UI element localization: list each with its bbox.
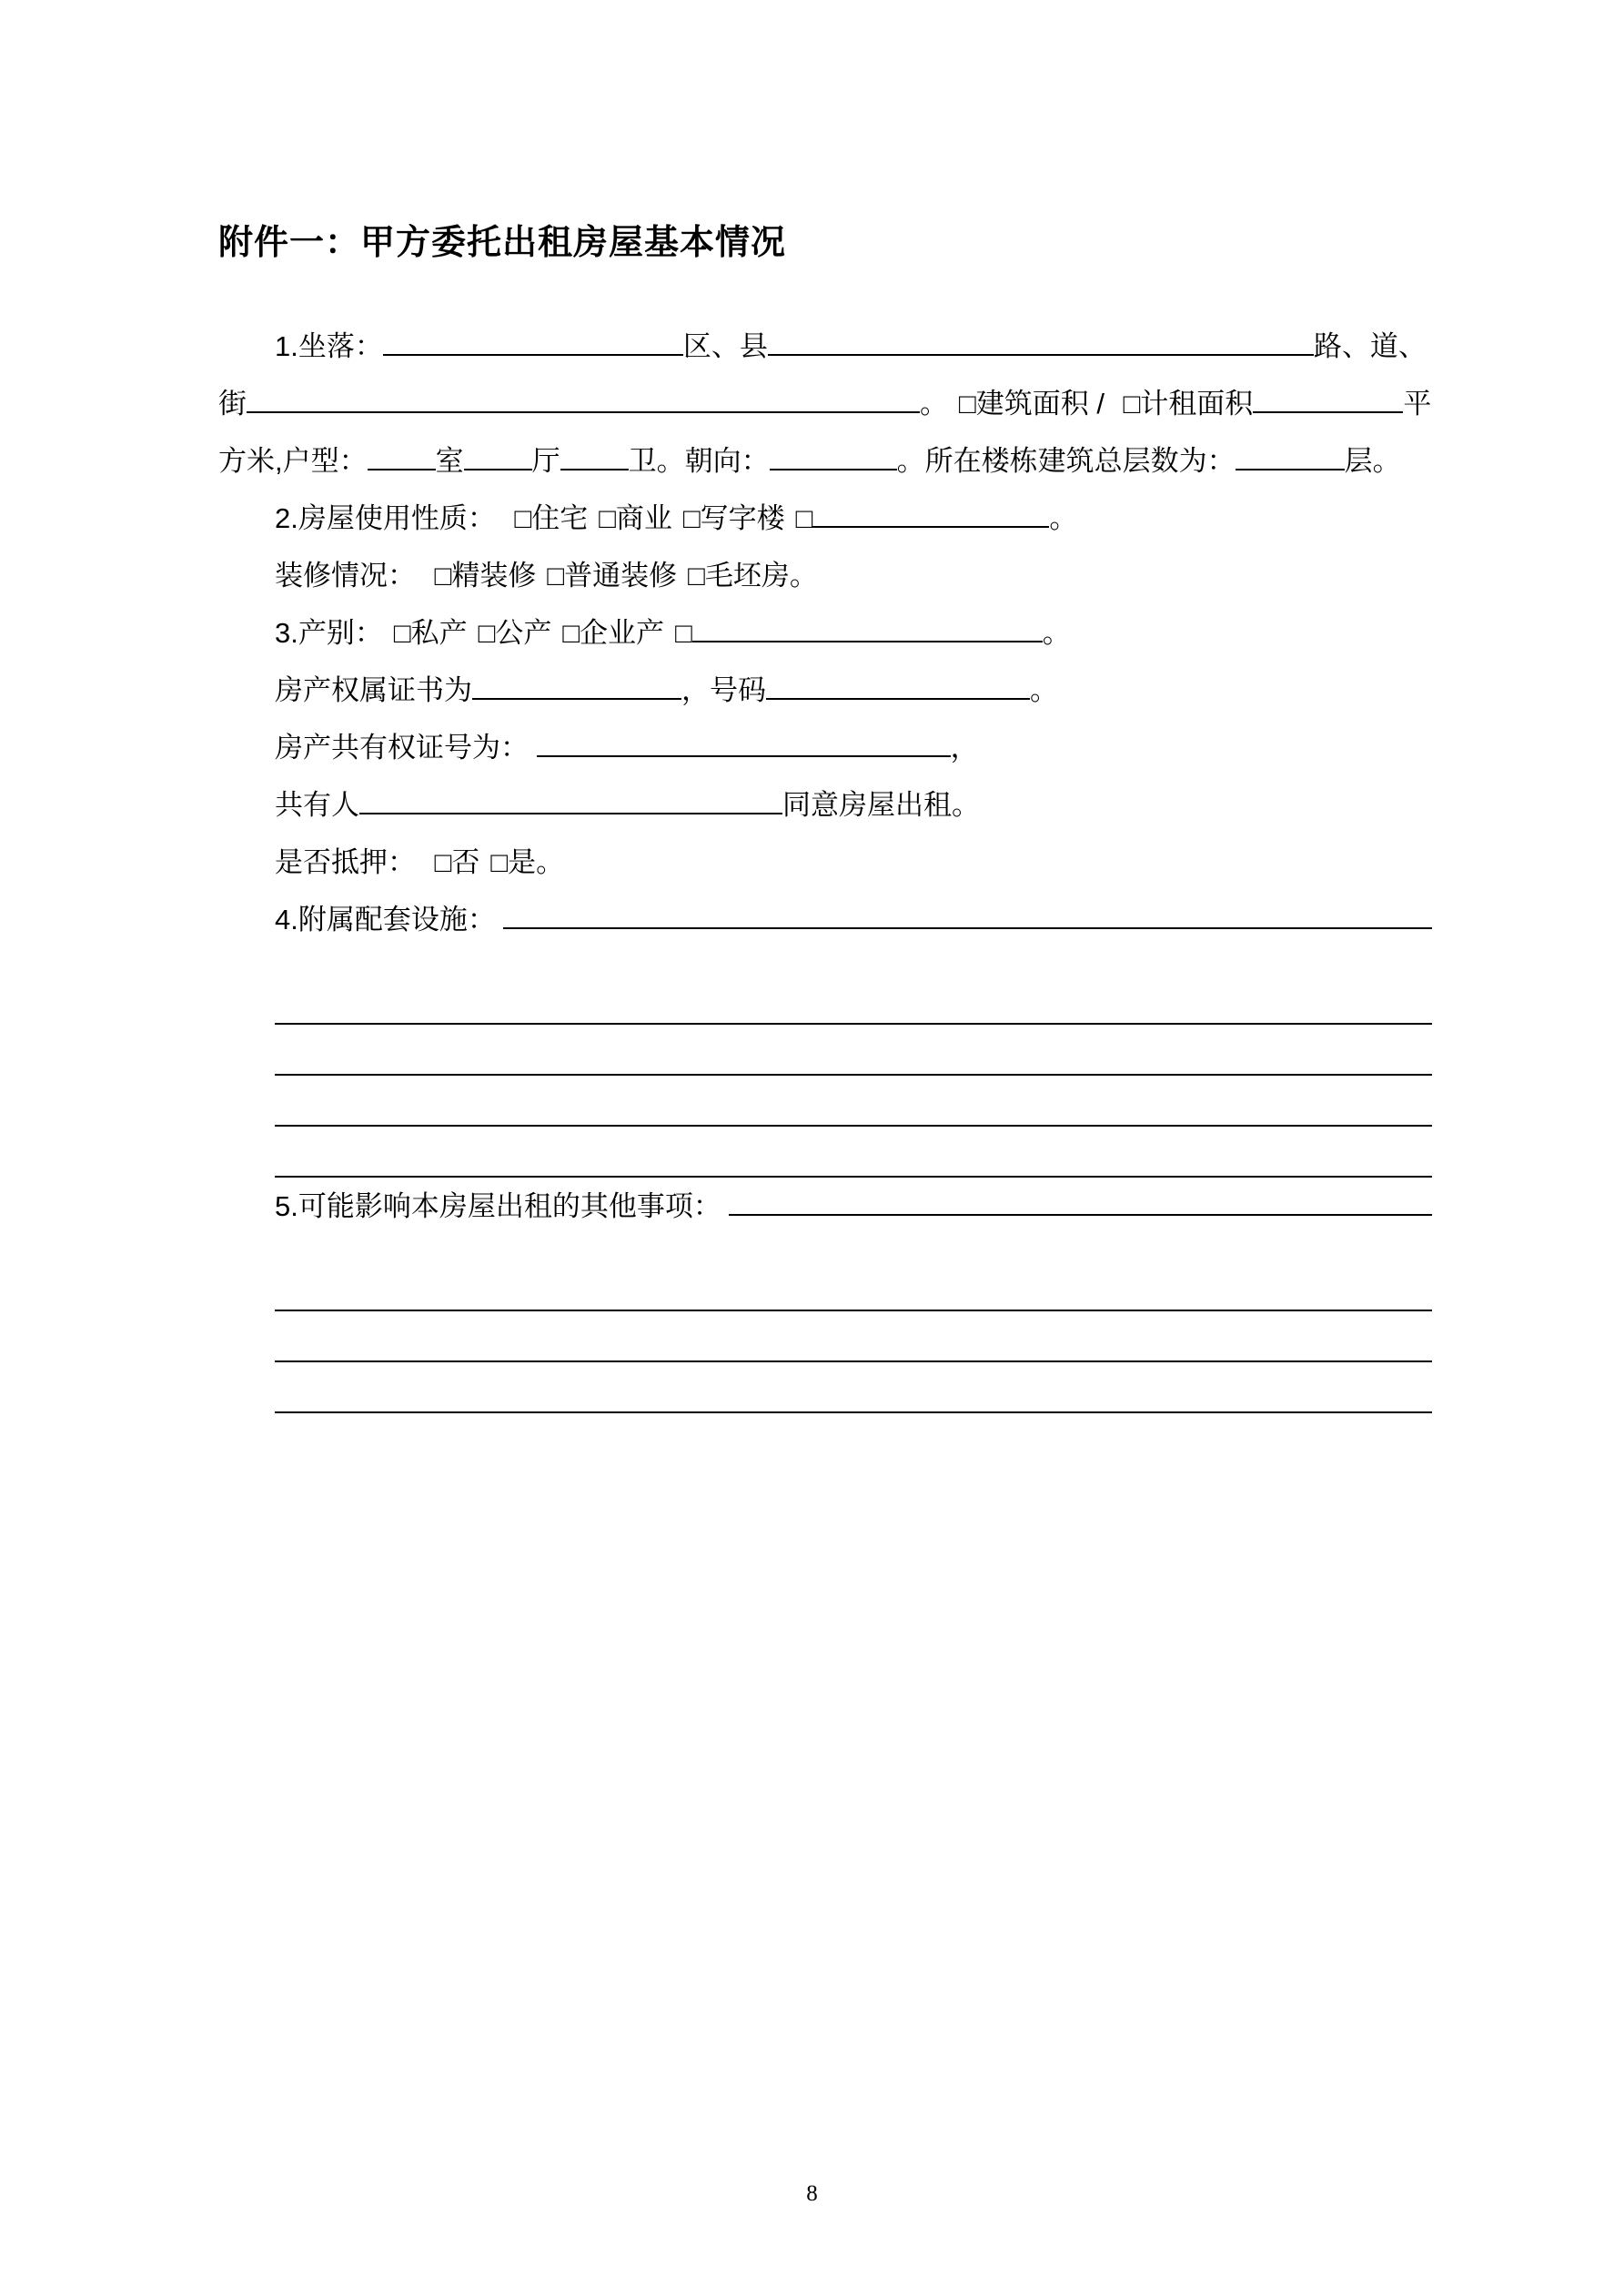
checkbox-rough-house: □毛坯房 [688,560,790,592]
ruled-line [218,1260,1432,1311]
label-co-ownership-cert: 房产共有权证号为： [275,732,537,764]
line-ownership-type [218,604,1432,662]
baths-blank [560,467,629,470]
document-content [218,221,1432,1413]
label-facilities: 4.附属配套设施： [275,904,504,936]
line-other-matters [218,1178,1432,1235]
ruled-line [218,1076,1432,1127]
label-bath-orientation: 卫。朝向： [628,445,770,477]
checkbox-office-building: □写字楼 [682,502,785,534]
punct-period: 。 [1042,617,1071,649]
page-title: 附件一：甲方委托出租房屋基本情况 [218,224,787,262]
checkbox-commercial: □商业 [599,502,672,534]
checkbox-public-property: □公产 [478,617,552,649]
writing-line [275,1021,1432,1025]
punct-period: 。 [1049,502,1078,534]
document-body [218,318,1432,1413]
label-road: 路、道、 [1313,330,1427,362]
certificate-number-blank [766,696,1030,700]
checkbox-private-property: □私产 [393,617,468,649]
line-location-3 [218,432,1432,490]
line-co-owner [218,776,1432,834]
checkbox-other-property: □ [675,617,692,649]
label-floor-suffix: 层。 [1344,445,1401,477]
property-other-blank [692,639,1043,642]
writing-line [275,1410,1432,1413]
label-square-meter-prefix: 平 [1403,388,1432,420]
line-usage [218,490,1432,547]
line-mortgage [218,834,1432,891]
rooms-blank [368,467,436,470]
label-district-county: 区、县 [682,330,768,362]
line-co-ownership-cert [218,719,1432,776]
page-number: 8 [806,2181,818,2206]
ruled-line [218,1127,1432,1178]
checkbox-other-usage: □ [795,502,813,534]
usage-other-blank [812,524,1049,528]
ruled-line [218,1025,1432,1076]
district-blank [383,352,683,356]
line-location-1 [218,318,1432,375]
line-decoration [218,547,1432,604]
label-hall: 厅 [531,445,560,477]
co-owner-blank [359,811,782,814]
checkbox-yes: □是 [490,846,537,878]
label-layout: 方米,户型： [218,445,368,477]
label-usage: 2.房屋使用性质： [275,502,504,534]
facilities-blank [503,925,1432,929]
punct-period: 。 [789,560,818,592]
punct-period: 。 [1030,674,1058,706]
ruled-line [218,1362,1432,1413]
punct-period: 。 [920,388,948,420]
label-decoration: 装修情况： [275,560,424,592]
writing-line [275,1123,1432,1127]
label-ownership-type: 3.产别： [275,617,383,649]
ruled-line [218,974,1432,1025]
certificate-name-blank [472,696,681,700]
other-matters-blank [729,1212,1432,1216]
road-blank [768,352,1314,356]
checkbox-fine-decoration: □精装修 [434,560,537,592]
line-certificate [218,662,1432,719]
checkbox-no: □否 [434,846,480,878]
street-blank [247,410,920,413]
co-ownership-cert-blank [537,754,951,757]
label-other-matters: 5.可能影响本房屋出租的其他事项： [275,1190,730,1222]
label-certificate: 房产权属证书为 [275,674,472,706]
checkbox-rental-area: □计租面积 [1123,388,1254,420]
writing-line [275,1359,1432,1362]
label-mortgage: 是否抵押： [275,846,424,878]
area-blank [1253,410,1403,413]
label-certificate-number: ，号码 [681,674,766,706]
label-co-owner-consent: 同意房屋出租。 [782,789,980,821]
checkbox-building-area: □建筑面积 [959,388,1089,420]
writing-line [275,1308,1432,1311]
label-street: 街 [218,388,247,420]
line-location-2 [218,375,1432,432]
ruled-line [218,1311,1432,1362]
checkbox-residential: □住宅 [514,502,589,534]
checkbox-enterprise-property: □企业产 [562,617,665,649]
checkbox-ordinary-decoration: □普通装修 [547,560,678,592]
label-total-floors: 。所在楼栋建筑总层数为： [896,445,1236,477]
halls-blank [464,467,532,470]
label-co-owner: 共有人 [275,789,359,821]
label-room: 室 [435,445,464,477]
orientation-blank [770,467,897,470]
floors-blank [1236,467,1345,470]
label-location: 1.坐落： [275,330,383,362]
line-facilities [218,891,1432,948]
writing-line [275,1072,1432,1076]
punct-comma: ， [950,732,979,764]
punct-period: 。 [536,846,565,878]
label-slash: / [1088,388,1113,420]
